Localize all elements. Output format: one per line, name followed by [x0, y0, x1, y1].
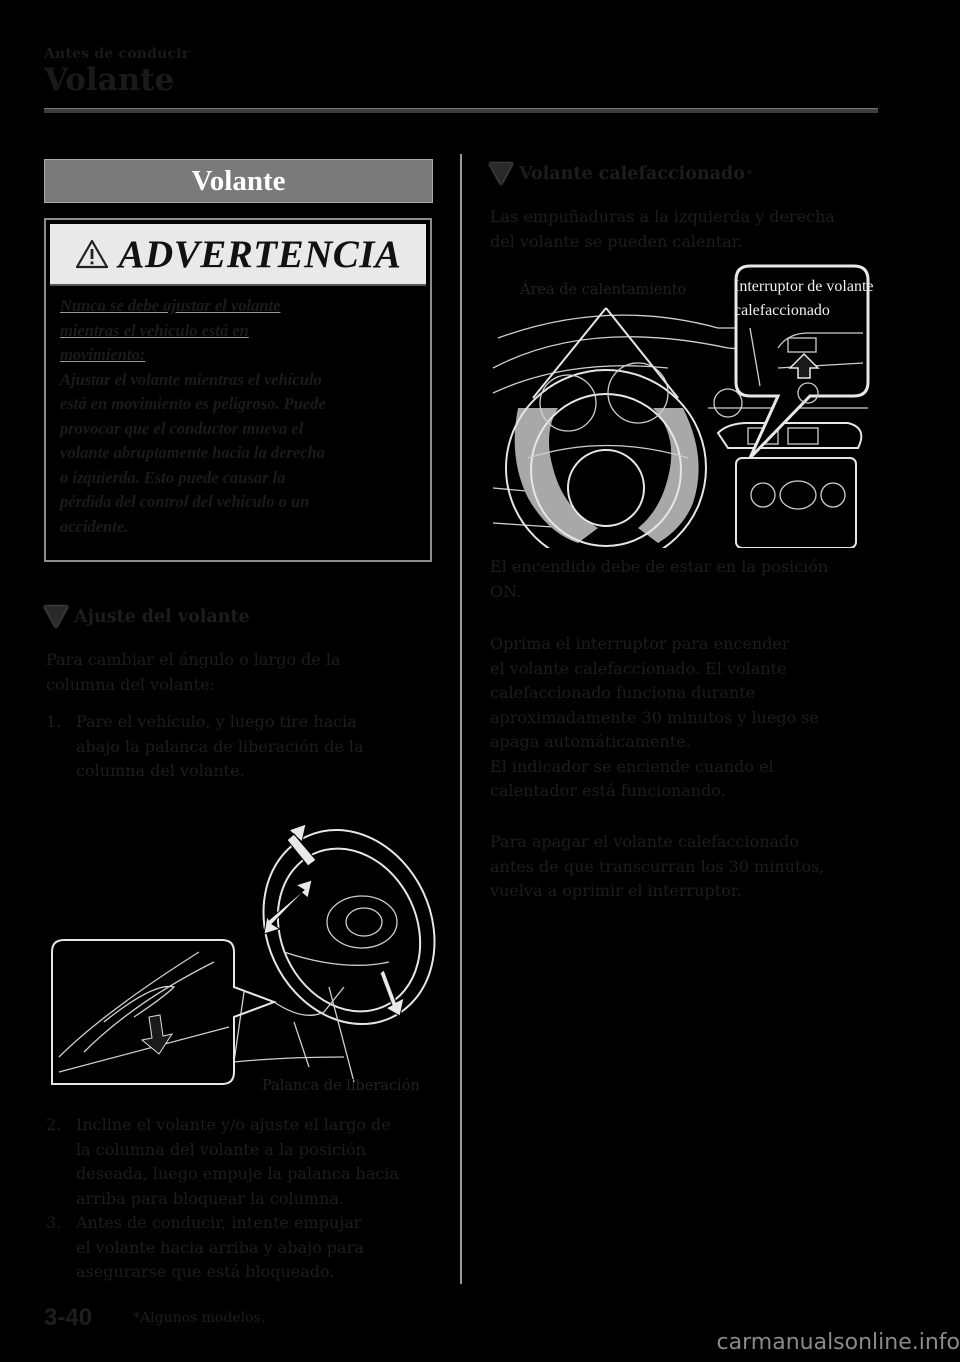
- watermark[interactable]: carmanualsonline.info: [716, 1330, 960, 1355]
- heated-switch-callout: [734, 275, 874, 323]
- warning-body-line: provocar que el conductor mueva el: [60, 418, 304, 438]
- text-line: columna del volante.: [76, 761, 245, 780]
- text-line: aproximadamente 30 minutos y luego se: [490, 707, 819, 727]
- steering-adjust-illustration: [44, 812, 444, 1092]
- text-line: abajo la palanca de liberación de la: [76, 736, 364, 756]
- subheading-heated: [489, 163, 752, 185]
- text-line: del volante se pueden calentar.: [490, 231, 743, 251]
- steps-list-1: [46, 710, 446, 784]
- step-number: 1.: [46, 712, 62, 731]
- text-line: arriba para bloquear la columna.: [76, 1188, 345, 1208]
- section-triangle-icon: [44, 606, 68, 628]
- text-line: vuelva a oprimir el interruptor.: [490, 881, 742, 900]
- text-line: antes de que transcurran los 30 minutos,: [490, 856, 825, 876]
- page-number: 3-40: [44, 1304, 93, 1331]
- warning-body-line: pérdida del control del vehículo o un: [60, 492, 310, 511]
- text-line: apaga automáticamente.: [490, 732, 691, 751]
- warning-body-line: Ajustar el volante mientras el vehículo: [60, 369, 322, 389]
- text-line: deseada, luego empuje la palanca hacia: [76, 1164, 399, 1183]
- warning-box: [44, 218, 432, 562]
- heated-para-2: [490, 632, 890, 804]
- text-line: Oprima el interruptor para encender: [490, 634, 790, 653]
- warning-header: [50, 224, 426, 286]
- text-line: asegurarse que está bloqueado.: [76, 1262, 335, 1281]
- text-line: ON.: [490, 581, 522, 601]
- text-line: El encendido debe de estar en la posición: [490, 557, 829, 576]
- subheading-adjust: [44, 606, 250, 628]
- text-line: columna del volante:: [46, 674, 215, 694]
- text-line: calentador está funcionando.: [490, 781, 726, 800]
- warning-label: ADVERTENCIA: [118, 232, 402, 276]
- column-divider: [460, 154, 462, 1284]
- callout-line: calefaccionado: [734, 302, 830, 319]
- text-line: Las empuñaduras a la izquierda y derecha: [490, 207, 835, 226]
- text-line: la columna del volante a la posición: [76, 1139, 366, 1159]
- warning-body-line: volante abruptamente hacia la derecha: [60, 443, 325, 462]
- footnote: *Algunos modelos.: [133, 1310, 266, 1326]
- header-divider: [44, 108, 878, 113]
- text-line: calefaccionado funciona durante: [490, 683, 756, 702]
- step-item: [46, 710, 446, 784]
- text-line: Pare el vehículo, y luego tire hacia: [76, 712, 357, 731]
- warning-title-line: mientras el vehículo está en: [60, 320, 249, 340]
- text-line: El indicador se enciende cuando el: [490, 756, 774, 776]
- text-line: el volante hacia arriba y abajo para: [76, 1237, 364, 1257]
- release-lever-label: Palanca de liberación: [262, 1078, 420, 1094]
- heating-area-label: Área de calentamiento: [520, 282, 687, 298]
- warning-body-line: accidente.: [60, 516, 129, 536]
- section-banner: Volante: [44, 159, 433, 203]
- section-triangle-icon: [489, 163, 513, 185]
- text-line: Incline el volante y/o ajuste el largo de: [76, 1115, 391, 1134]
- page-title: Volante: [44, 62, 175, 98]
- warning-body-line: está en movimiento es peligroso. Puede: [60, 394, 326, 413]
- warning-triangle-icon: [75, 239, 109, 269]
- chapter-label: Antes de conducir: [44, 46, 190, 62]
- adjust-intro: [46, 648, 436, 697]
- step-number: 3.: [46, 1213, 62, 1232]
- warning-title-line: Nunca se debe ajustar el volante: [60, 296, 281, 315]
- subheading-text: Ajuste del volante: [74, 607, 250, 627]
- warning-text: [60, 294, 416, 539]
- step-item: [46, 1211, 446, 1285]
- heated-intro: [490, 205, 890, 254]
- warning-body-line: o izquierda. Esto puede causar la: [60, 467, 286, 487]
- heated-para-3: [490, 830, 890, 904]
- text-line: Para cambiar el ángulo o largo de la: [46, 650, 341, 669]
- subheading-text: Volante calefaccionado: [519, 164, 745, 184]
- callout-line: Interruptor de volante: [734, 278, 874, 295]
- text-line: el volante calefaccionado. El volante: [490, 658, 787, 678]
- heated-para-1: [490, 555, 890, 604]
- step-number: 2.: [46, 1115, 62, 1134]
- step-item: [46, 1113, 446, 1211]
- text-line: Para apagar el volante calefaccionado: [490, 832, 799, 851]
- text-line: Antes de conducir, intente empujar: [76, 1213, 362, 1232]
- steps-list-2: [46, 1113, 446, 1285]
- footnote-mark: *: [746, 168, 753, 180]
- warning-title-line: movimiento:: [60, 345, 146, 364]
